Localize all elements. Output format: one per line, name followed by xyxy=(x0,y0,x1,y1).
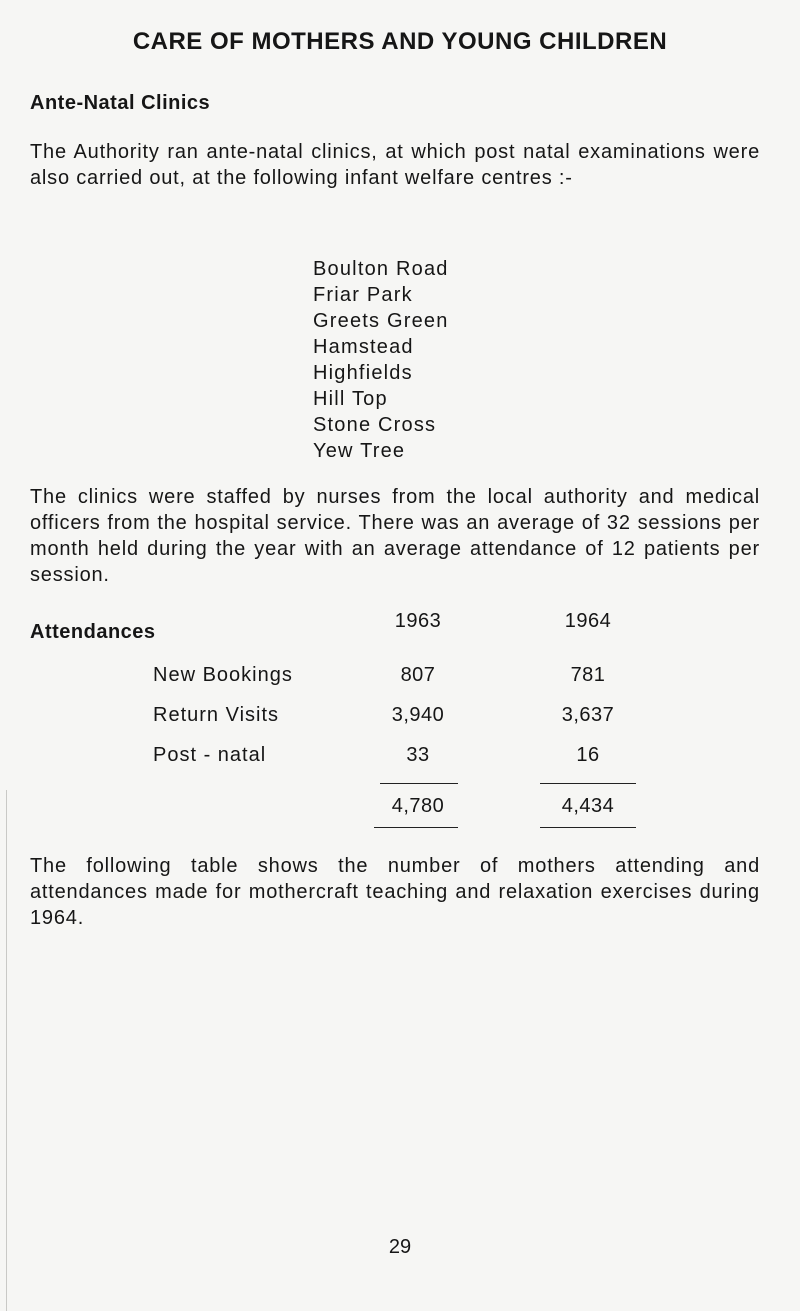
list-item: Hill Top xyxy=(313,388,388,410)
staffing-paragraph: The clinics were staffed by nurses from the local authority and medical officers from the hospital service. There was an average of 32 sessions per month held during the year with an average attendance of 12 patients per session. xyxy=(30,486,760,586)
cell-post-natal-1964: 16 xyxy=(576,744,600,766)
list-item: Friar Park xyxy=(313,284,413,306)
list-item: Yew Tree xyxy=(313,440,406,462)
scan-edge-line xyxy=(6,790,7,1311)
cell-new-bookings-1964: 781 xyxy=(570,664,606,686)
total-rule-bottom-1963 xyxy=(374,827,458,828)
total-rule-top-1963 xyxy=(380,783,458,784)
year-header-1964: 1964 xyxy=(564,610,612,632)
cell-post-natal-1963: 33 xyxy=(406,744,430,766)
row-label-post-natal: Post - natal xyxy=(153,744,267,766)
total-1964: 4,434 xyxy=(561,795,615,817)
attendances-label: Attendances xyxy=(30,621,156,643)
cell-return-visits-1963: 3,940 xyxy=(391,704,445,726)
total-rule-top-1964 xyxy=(540,783,636,784)
list-item: Boulton Road xyxy=(313,258,449,280)
intro-paragraph: The Authority ran ante-natal clinics, at which post natal examinations were also carried out, at the following infant welfare centres :- xyxy=(30,141,760,189)
list-item: Greets Green xyxy=(313,310,449,332)
page-title: CARE OF MOTHERS AND YOUNG CHILDREN xyxy=(132,28,668,55)
row-label-new-bookings: New Bookings xyxy=(153,664,293,686)
year-header-1963: 1963 xyxy=(394,610,442,632)
centres-list xyxy=(313,256,449,464)
total-1963: 4,780 xyxy=(391,795,445,817)
list-item: Stone Cross xyxy=(313,414,437,436)
list-item: Highfields xyxy=(313,362,413,384)
total-rule-bottom-1964 xyxy=(540,827,636,828)
list-item: Hamstead xyxy=(313,336,414,358)
cell-new-bookings-1963: 807 xyxy=(400,664,436,686)
closing-paragraph: The following table shows the number of mothers attending and attendances made for mothercraft teaching and relaxation exercises during 1964. xyxy=(30,855,760,929)
cell-return-visits-1964: 3,637 xyxy=(561,704,615,726)
page-number: 29 xyxy=(388,1236,412,1258)
section-heading: Ante-Natal Clinics xyxy=(30,92,211,114)
row-label-return-visits: Return Visits xyxy=(153,704,280,726)
